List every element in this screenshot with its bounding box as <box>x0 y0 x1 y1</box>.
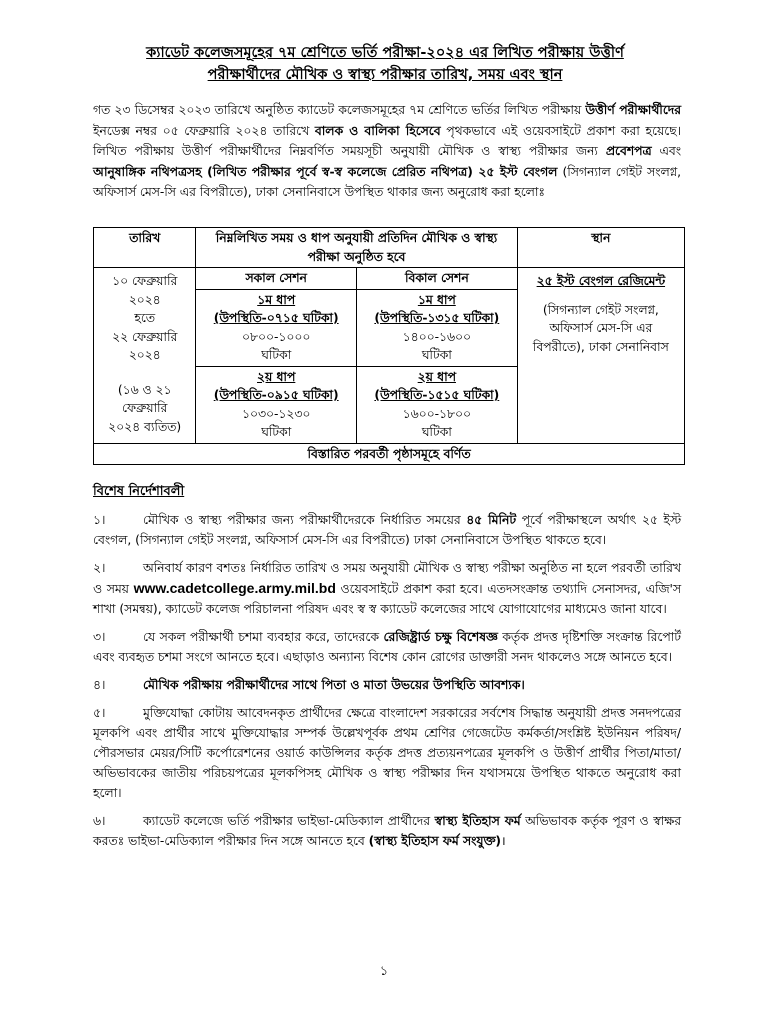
date-line: ২০২৪ <box>128 292 161 307</box>
header-date: তারিখ <box>94 228 196 268</box>
date-except-line: ২০২৪ ব্যতিত) <box>108 419 182 434</box>
phase-label: ২য় ধাপ <box>417 369 456 384</box>
intro-paragraph <box>93 100 681 203</box>
website-link[interactable]: www.cadetcollege.army.mil.bd <box>133 580 336 596</box>
morning-session-label: সকাল সেশন <box>196 268 357 290</box>
time-unit: ঘটিকা <box>261 348 292 362</box>
instruction-item-4 <box>93 675 681 695</box>
exam-time: ১০৩০-১২৩০ <box>241 406 311 421</box>
item-bold: (স্বাস্থ্য ইতিহাস ফর্ম সংযুক্ত) <box>368 834 502 848</box>
afternoon-phase-1 <box>357 289 518 366</box>
date-line: ২২ ফেব্রুয়ারি <box>112 329 178 344</box>
intro-text-1: গত ২৩ ডিসেম্বর ২০২৩ তারিখে অনুষ্ঠিত ক্যাডেট কলেজসমূহের ৭ম শ্রেণিতে ভর্তির লিখিত পরীক্ষায় <box>93 103 586 117</box>
item-text: অনিবার্য কারণ বশতঃ নির্ধারিত তারিখ ও সময় অনুযায়ী মৌখিক ও স্বাস্থ্য পরীক্ষা অনুষ্ঠিত না হলে পরবর্তী তারিখ ও সময় <box>93 561 681 596</box>
item-number: ৪। <box>93 678 106 692</box>
date-line: হতে <box>134 311 155 325</box>
phase-label: ১ম ধাপ <box>417 292 456 307</box>
page-title <box>90 42 680 86</box>
instruction-item-5 <box>93 703 681 803</box>
schedule-footer: বিস্তারিত পরবর্তী পৃষ্ঠাসমূহে বর্ণিত <box>94 443 685 465</box>
exam-time: ১৬০০-১৮০০ <box>402 406 471 421</box>
item-text: ক্যাডেট কলেজে ভর্তি পরীক্ষার ভাইভা-মেডিক্যাল প্রার্থীদের <box>143 814 435 828</box>
morning-phase-2 <box>196 366 357 443</box>
item-number: ১। <box>93 513 106 527</box>
instruction-item-2 <box>93 558 681 619</box>
date-cell <box>94 268 196 444</box>
instruction-list <box>93 510 681 859</box>
header-time: নিম্নলিখিত সময় ও ধাপ অনুযায়ী প্রতিদিন মৌখিক ও স্বাস্থ্য পরীক্ষা অনুষ্ঠিত হবে <box>196 228 517 268</box>
instruction-item-1 <box>93 510 681 550</box>
title-line-2: পরীক্ষার্থীদের মৌখিক ও স্বাস্থ্য পরীক্ষার তারিখ, সময় এবং স্থান <box>207 67 563 83</box>
item-bold: স্বাস্থ্য ইতিহাস ফর্ম <box>434 814 521 828</box>
page-number: ১ <box>379 964 389 979</box>
exam-time: ১৪০০-১৬০০ <box>402 329 471 344</box>
item-number: ৬। <box>93 814 106 828</box>
item-bold: ৪৫ মিনিট <box>466 513 517 527</box>
date-except-line: (১৬ ও ২১ <box>117 382 172 397</box>
instruction-item-6 <box>93 811 681 851</box>
intro-bold-1: উত্তীর্ণ পরীক্ষার্থীদের <box>585 103 681 117</box>
date-line: ১০ ফেব্রুয়ারি <box>112 274 178 288</box>
attendance-time: (উপস্থিতি-০৭১৫ ঘটিকা) <box>213 311 339 325</box>
attendance-time: (উপস্থিতি-১৫১৫ ঘটিকা) <box>374 388 500 402</box>
place-title: ২৫ ইস্ট বেংগল রেজিমেন্ট <box>536 274 666 288</box>
item-number: ৫। <box>93 706 106 720</box>
time-unit: ঘটিকা <box>421 348 452 362</box>
item-text: অভিভাবক কর্তৃক পূরণ ও স্বাক্ষর করতঃ ভাইভা-মেডিক্যাল পরীক্ষার দিন সঙ্গে আনতে হবে <box>93 814 681 848</box>
place-detail: (সিগন্যাল গেইট সংলগ্ন, অফিসার্স মেস-সি এর বিপরীতে), ঢাকা সেনানিবাস <box>532 302 669 354</box>
morning-phase-1 <box>196 289 357 366</box>
intro-text-2: ইনডেক্স নম্বর ০৫ ফেব্রুয়ারি ২০২৪ তারিখে <box>93 123 315 138</box>
item-text: । <box>501 834 506 848</box>
place-cell <box>517 268 684 444</box>
item-text: মুক্তিযোদ্ধা কোটায় আবেদনকৃত প্রার্থীদের ক্ষেত্রে বাংলাদেশ সরকারের সর্বশেষ সিদ্ধান্ত অনুযায়ী প্রদত্ত সনদপত্রের মূলকপি এবং প্রার্থীর সাথে মুক্তিযোদ্ধার সম্পর্ক উল্লেখপূর্বক প্রথম শ্রেণির গেজেটেড কর্মকর্তা/সংশ্লিষ্ট ইউনিয়ন পরিষদ/পৌরসভার মেয়র/সিটি কর্পোরেশনের ওয়ার্ড কাউন্সিলর কর্তৃক প্রদত্ত প্রত্যয়নপত্রের মূলকপি ও উত্তীর্ণ প্রার্থীর পিতা/মাতা/অভিভাবকের জাতীয় পরিচয়পত্রের মূলকপিসহ মৌখিক ও স্বাস্থ্য পরীক্ষার দিন যথাসময়ে উপস্থিত থাকতে অনুরোধ করা হলো। <box>93 706 681 800</box>
phase-label: ১ম ধাপ <box>257 292 296 307</box>
attendance-time: (উপস্থিতি-০৯১৫ ঘটিকা) <box>213 388 339 402</box>
item-text: মৌখিক ও স্বাস্থ্য পরীক্ষার জন্য পরীক্ষার্থীদেরকে নির্ধারিত সময়ের <box>143 513 467 527</box>
item-text: যে সকল পরীক্ষার্থী চশমা ব্যবহার করে, তাদেরকে <box>143 630 384 644</box>
instruction-item-3 <box>93 627 681 667</box>
item-bold: মৌখিক পরীক্ষায় পরীক্ষার্থীদের সাথে পিতা ও মাতা উভয়ের উপস্থিতি আবশ্যক। <box>143 678 525 692</box>
header-place: স্থান <box>517 228 684 268</box>
intro-text-4: এবং <box>651 144 681 158</box>
attendance-time: (উপস্থিতি-১৩১৫ ঘটিকা) <box>374 311 500 325</box>
schedule-header-row <box>94 228 685 268</box>
item-number: ৩। <box>93 630 106 644</box>
item-text: ওয়েবসাইটে প্রকাশ করা হবে। এতদসংক্রান্ত তথ্যাদি সেনাসদর, এজি'স শাখা (সমন্বয়), ক্যাডেট কলেজ পরিচালনা পরিষদ এবং স্ব স্ব ক্যাডেট কলেজের সাথে যোগাযোগের মাধ্যমেও জানা যাবে। <box>93 582 681 616</box>
intro-text-3: পৃথকভাবে এই ওয়েবসাইটে প্রকাশ করা হয়েছে। লিখিত পরীক্ষায় উত্তীর্ণ পরীক্ষার্থীদের নিম্নবর্ণিত সময়সূচী অনুযায়ী মৌখিক ও স্বাস্থ্য পরীক্ষার জন্য <box>93 123 681 158</box>
date-line: ২০২৪ <box>128 348 161 362</box>
item-text: পূর্বে পরীক্ষাস্থলে অর্থাৎ ২৫ ইস্ট বেংগল, (সিগন্যাল গেইট সংলগ্ন, অফিসার্স মেস-সি এর বিপরীতে) ঢাকা সেনানিবাসে উপস্থিত থাকতে হবে। <box>93 513 681 547</box>
item-bold: রেজিষ্ট্রার্ড চক্ষু বিশেষজ্ঞ <box>383 630 498 644</box>
time-unit: ঘটিকা <box>421 425 452 439</box>
title-line-1: ক্যাডেট কলেজসমূহের ৭ম শ্রেণিতে ভর্তি পরীক্ষা-২০২৪ এর লিখিত পরীক্ষায় উত্তীর্ণ <box>146 45 624 61</box>
phase-label: ২য় ধাপ <box>257 369 296 384</box>
schedule-footer-row <box>94 443 685 465</box>
item-number: ২। <box>93 561 106 575</box>
session-row <box>94 268 685 290</box>
date-except-line: ফেব্রুয়ারি <box>122 401 168 415</box>
special-instructions-heading: বিশেষ নির্দেশাবলী <box>93 484 185 499</box>
time-unit: ঘটিকা <box>261 425 292 439</box>
intro-text-5: (সিগন্যাল গেইট সংলগ্ন, অফিসার্স মেস-সি এর বিপরীতে), ঢাকা সেনানিবাসে উপস্থিত থাকার জন্য অনুরোধ করা হলোঃ <box>93 164 681 199</box>
exam-time: ০৮০০-১০০০ <box>241 329 311 344</box>
afternoon-phase-2 <box>357 366 518 443</box>
intro-bold-4: আনুষাঙ্গিক নথিপত্রসহ (লিখিত পরীক্ষার পূর্বে স্ব-স্ব কলেজে প্রেরিত নথিপত্র) ২৫ ইস্ট বেংগল <box>93 164 558 179</box>
item-text: কর্তৃক প্রদত্ত দৃষ্টিশক্তি সংক্রান্ত রিপোর্ট এবং ব্যবহৃত চশমা সংগে আনতে হবে। এছাড়াও অন্যান্য বিশেষ কোন রোগের ডাক্তারী সনদ থাকলেও সঙ্গে আনতে হবে। <box>93 630 681 664</box>
intro-bold-2: বালক ও বালিকা হিসেবে <box>314 123 441 138</box>
afternoon-session-label: বিকাল সেশন <box>357 268 518 290</box>
intro-bold-3: প্রবেশপত্র <box>605 144 652 158</box>
schedule-table <box>93 227 685 465</box>
